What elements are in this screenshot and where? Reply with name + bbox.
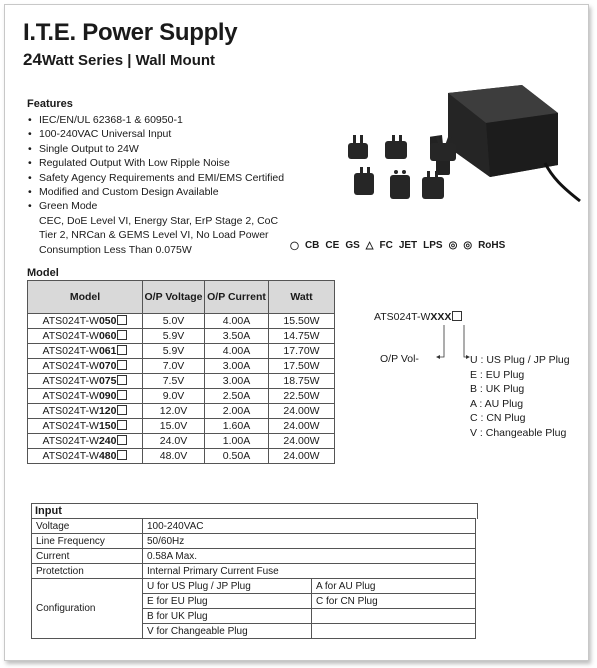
model-cell	[28, 329, 143, 344]
voltage-cell: 24.0V	[143, 434, 205, 449]
watt-cell: 14.75W	[269, 329, 335, 344]
voltage-label: O/P Vol-	[380, 353, 419, 365]
watt-cell: 15.50W	[269, 314, 335, 329]
ccc-mark-icon: ◎	[448, 239, 458, 251]
plug-option: A : AU Plug	[470, 397, 524, 410]
current-cell: 3.50A	[205, 329, 269, 344]
plug-option: B : UK Plug	[470, 383, 525, 396]
model-prefix: ATS024T-W	[42, 405, 99, 417]
feature-detail: Consumption Less Than 0.075W	[39, 243, 192, 256]
ul-mark-icon: ◯	[290, 240, 299, 250]
model-cell	[28, 389, 143, 404]
input-heading-box	[31, 503, 478, 519]
table-row	[32, 549, 476, 564]
current-cell: 0.50A	[205, 449, 269, 464]
model-code-prefix: ATS024T-W	[374, 311, 431, 323]
datasheet-page	[4, 4, 589, 661]
voltage-cell: 7.0V	[143, 359, 205, 374]
model-code: 090	[98, 390, 117, 402]
model-prefix: ATS024T-W	[42, 420, 99, 432]
table-row	[28, 329, 335, 344]
model-prefix: ATS024T-W	[42, 330, 99, 342]
input-value: C for CN Plug	[312, 594, 476, 609]
plug-box-icon	[117, 330, 127, 340]
input-value: U for US Plug / JP Plug	[143, 579, 312, 594]
plug-box-icon	[117, 360, 127, 370]
current-cell: 3.00A	[205, 359, 269, 374]
table-row	[28, 314, 335, 329]
triangle-mark-icon: △	[365, 239, 374, 251]
current-cell: 4.00A	[205, 344, 269, 359]
voltage-cell: 12.0V	[143, 404, 205, 419]
watt-cell: 17.50W	[269, 359, 335, 374]
current-cell: 1.60A	[205, 419, 269, 434]
feature-item: • 100-240VAC Universal Input	[27, 127, 327, 141]
plug-box-icon	[117, 345, 127, 355]
voltage-cell: 5.0V	[143, 314, 205, 329]
model-code-placeholder: XXX	[430, 311, 452, 323]
column-header: Watt	[269, 281, 335, 314]
table-row	[28, 359, 335, 374]
plug-options	[470, 353, 570, 441]
table-row	[32, 519, 476, 534]
watt-cell: 24.00W	[269, 404, 335, 419]
subtitle-text: Watt Series | Wall Mount	[41, 52, 216, 69]
input-value: E for EU Plug	[143, 594, 312, 609]
plug-option: E : EU Plug	[470, 368, 525, 381]
model-cell	[28, 374, 143, 389]
plug-box-icon	[117, 435, 127, 445]
input-label: Line Frequency	[32, 534, 143, 549]
input-value: Internal Primary Current Fuse	[143, 564, 476, 579]
table-row	[32, 579, 476, 594]
current-cell: 3.00A	[205, 374, 269, 389]
model-code: 050	[98, 315, 117, 327]
input-value: B for UK Plug	[143, 609, 312, 624]
watt-cell: 22.50W	[269, 389, 335, 404]
feature-item: • IEC/EN/UL 62368-1 & 60950-1	[27, 113, 327, 127]
table-row	[28, 344, 335, 359]
model-cell	[28, 344, 143, 359]
table-row	[28, 434, 335, 449]
model-prefix: ATS024T-W	[42, 390, 99, 402]
plug-box-icon	[117, 390, 127, 400]
current-cell: 4.00A	[205, 314, 269, 329]
column-header: Model	[28, 281, 143, 314]
plug-box-icon	[117, 450, 127, 460]
feature-detail: CEC, DoE Level VI, Energy Star, ErP Stage 2, CoC	[39, 214, 279, 227]
table-row	[28, 419, 335, 434]
model-code: 120	[98, 405, 117, 417]
table-row	[28, 374, 335, 389]
model-code: 070	[98, 360, 117, 372]
current-cell: 2.50A	[205, 389, 269, 404]
plug-box-icon	[117, 420, 127, 430]
input-value	[312, 609, 476, 624]
current-cell: 1.00A	[205, 434, 269, 449]
page-title: I.T.E. Power Supply	[23, 19, 238, 46]
input-value: 100-240VAC	[143, 519, 476, 534]
plug-option: U : US Plug / JP Plug	[470, 354, 570, 366]
model-code: 061	[98, 345, 117, 357]
table-row	[32, 564, 476, 579]
model-cell	[28, 419, 143, 434]
table-row	[28, 449, 335, 464]
table-header-row	[28, 281, 335, 314]
input-label: Protetction	[32, 564, 143, 579]
input-value: V for Changeable Plug	[143, 624, 312, 639]
features-list	[27, 113, 327, 257]
voltage-cell: 5.9V	[143, 344, 205, 359]
cert-rohs: RoHS	[478, 239, 506, 251]
input-label: Voltage	[32, 519, 143, 534]
cert-lps: LPS	[423, 239, 443, 251]
voltage-cell: 9.0V	[143, 389, 205, 404]
model-prefix: ATS024T-W	[42, 435, 99, 447]
input-value: A for AU Plug	[312, 579, 476, 594]
table-row	[28, 389, 335, 404]
model-code: 150	[98, 420, 117, 432]
model-code: 480	[98, 450, 117, 462]
watt-cell: 18.75W	[269, 374, 335, 389]
cert-jet: JET	[398, 239, 418, 251]
voltage-cell: 7.5V	[143, 374, 205, 389]
column-header: O/P Current	[205, 281, 269, 314]
input-heading: Input	[35, 505, 62, 517]
model-prefix: ATS024T-W	[42, 375, 99, 387]
cert-ce: CE	[325, 239, 340, 251]
cert-gs: GS	[345, 239, 360, 251]
model-table	[27, 280, 335, 464]
plug-option: V : Changeable Plug	[470, 426, 567, 439]
model-code: 060	[98, 330, 117, 342]
feature-item: • Safety Agency Requirements and EMI/EMS Certified	[27, 171, 327, 185]
feature-detail: Tier 2, NRCan & GEMS Level VI, No Load Power	[39, 229, 269, 242]
input-label: Current	[32, 549, 143, 564]
bsmi-mark-icon: ◎	[463, 239, 473, 251]
model-code: 240	[98, 435, 117, 447]
subtitle-wattage: 24	[23, 50, 42, 69]
plug-option: C : CN Plug	[470, 412, 526, 425]
cert-fc: FC	[379, 239, 393, 251]
watt-cell: 17.70W	[269, 344, 335, 359]
input-value: 50/60Hz	[143, 534, 476, 549]
watt-cell: 24.00W	[269, 419, 335, 434]
watt-cell: 24.00W	[269, 434, 335, 449]
input-value	[312, 624, 476, 639]
model-prefix: ATS024T-W	[42, 315, 99, 327]
feature-item: • Green Mode	[27, 199, 327, 213]
plug-box-icon	[117, 375, 127, 385]
watt-cell: 24.00W	[269, 449, 335, 464]
certification-logos	[290, 234, 586, 256]
voltage-cell: 15.0V	[143, 419, 205, 434]
model-cell	[28, 359, 143, 374]
model-cell	[28, 449, 143, 464]
plug-heads-image	[340, 135, 480, 210]
input-value: 0.58A Max.	[143, 549, 476, 564]
plug-box-icon	[117, 315, 127, 325]
model-prefix: ATS024T-W	[42, 360, 99, 372]
model-cell	[28, 404, 143, 419]
table-row	[28, 404, 335, 419]
input-label: Configuration	[32, 579, 143, 639]
table-row	[32, 534, 476, 549]
model-cell	[28, 314, 143, 329]
voltage-cell: 48.0V	[143, 449, 205, 464]
plug-box-icon	[117, 405, 127, 415]
feature-item: • Single Output to 24W	[27, 142, 327, 156]
voltage-cell: 5.9V	[143, 329, 205, 344]
feature-item: • Modified and Custom Design Available	[27, 185, 327, 199]
features-heading: Features	[27, 98, 73, 110]
input-table	[31, 518, 476, 639]
model-code-diagram	[360, 305, 585, 445]
page-subtitle	[23, 50, 215, 70]
model-prefix: ATS024T-W	[42, 450, 99, 462]
cert-cb: CB	[304, 239, 320, 251]
current-cell: 2.00A	[205, 404, 269, 419]
column-header: O/P Voltage	[143, 281, 205, 314]
model-cell	[28, 434, 143, 449]
model-heading: Model	[27, 267, 59, 279]
model-prefix: ATS024T-W	[42, 345, 99, 357]
feature-item: • Regulated Output With Low Ripple Noise	[27, 156, 327, 170]
model-code: 075	[98, 375, 117, 387]
